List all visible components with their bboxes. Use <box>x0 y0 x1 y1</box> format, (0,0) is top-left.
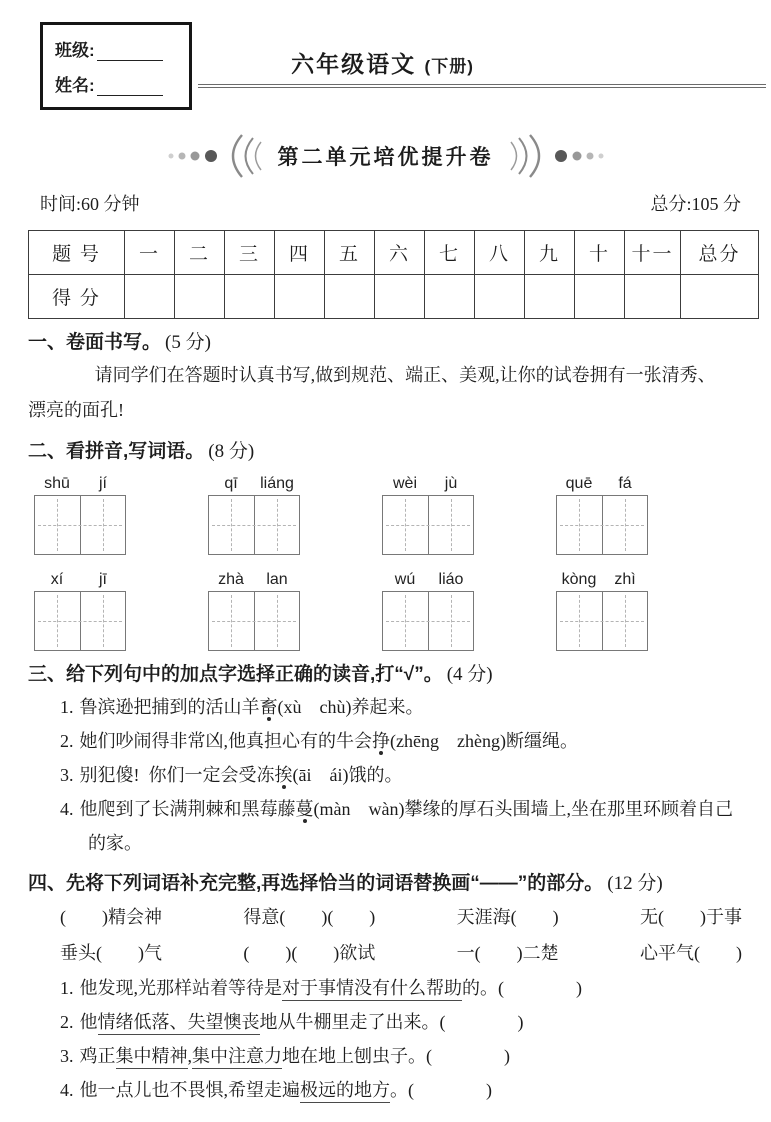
banner-ornament-right-icon <box>508 133 608 179</box>
writing-cell[interactable] <box>35 592 80 650</box>
pinyin-syllable: zhà <box>218 571 244 588</box>
pinyin-syllable: xí <box>50 571 64 588</box>
character-writing-box[interactable] <box>34 495 126 555</box>
score-table-question-col: 总分 <box>681 231 759 275</box>
pinyin-syllable: lan <box>266 571 288 588</box>
question-text: 他发现,光那样站着等待是 <box>79 978 282 998</box>
question-number: 2. <box>60 1012 74 1032</box>
book-volume: (下册) <box>424 57 474 76</box>
pinyin-syllable: zhì <box>614 571 636 588</box>
idiom-blank[interactable]: 无( )于事 <box>639 907 742 927</box>
score-table-question-col: 二 <box>175 231 225 275</box>
section3-title <box>28 660 743 690</box>
pinyin-syllable: liáo <box>438 571 464 588</box>
writing-cell[interactable] <box>209 496 254 554</box>
pinyin-labels <box>34 571 126 589</box>
writing-cell[interactable] <box>254 592 300 650</box>
pinyin-syllable: kòng <box>561 571 597 588</box>
score-entry-cell[interactable] <box>575 275 625 319</box>
name-blank-line[interactable] <box>97 80 163 96</box>
score-entry-cell[interactable] <box>475 275 525 319</box>
section2-title <box>28 437 743 467</box>
score-entry-cell[interactable] <box>425 275 475 319</box>
question-text: 。( ) <box>390 1080 492 1100</box>
pinyin-row <box>34 571 648 651</box>
score-table-question-col: 七 <box>425 231 475 275</box>
pinyin-syllable: shū <box>44 475 70 492</box>
character-writing-box[interactable] <box>208 591 300 651</box>
idiom-blank[interactable]: ( )精会神 <box>60 907 162 927</box>
pinyin-syllable: jí <box>99 475 107 492</box>
section4-score: (12 分) <box>607 873 663 894</box>
pinyin-word-unit <box>556 571 648 651</box>
question-number: 4. <box>60 1080 74 1100</box>
section4-title <box>28 869 743 899</box>
writing-cell[interactable] <box>383 496 428 554</box>
pinyin-syllable: liáng <box>260 475 294 492</box>
idiom-blank[interactable]: 垂头( )气 <box>60 943 162 963</box>
character-writing-box[interactable] <box>556 495 648 555</box>
idiom-blank-row <box>60 899 742 935</box>
class-label: 班级: <box>55 40 95 60</box>
pinyin-syllable: jī <box>99 571 107 588</box>
question-number: 1. <box>60 978 74 998</box>
character-writing-box[interactable] <box>208 495 300 555</box>
underlined-phrase: 集中注意力 <box>192 1046 282 1069</box>
idiom-blank[interactable]: 一( )二楚 <box>456 943 559 963</box>
question-number: 2. <box>60 731 74 751</box>
score-entry-cell[interactable] <box>275 275 325 319</box>
dotted-character: 蔓 <box>295 799 314 819</box>
pinyin-word-unit <box>382 571 474 651</box>
section4-title-text: 四、先将下列词语补充完整,再选择恰当的词语替换画“——”的部分。 <box>28 873 604 894</box>
score-table-question-col: 六 <box>375 231 425 275</box>
question-text: 地在地上刨虫子。( ) <box>282 1046 510 1066</box>
score-row-label: 得 分 <box>29 275 125 319</box>
pinyin-labels <box>382 571 474 589</box>
pinyin-syllable: jù <box>444 475 458 492</box>
score-table-question-col: 一 <box>125 231 175 275</box>
question-text: (màn wàn)攀缘的厚石头围墙上,坐在那里环顾着自己的家。 <box>88 799 733 853</box>
question-item <box>28 1073 745 1107</box>
idiom-blank[interactable]: ( )( )欲试 <box>243 943 376 963</box>
pinyin-syllable: wú <box>394 571 416 588</box>
question-text: 他 <box>79 1012 98 1032</box>
writing-cell[interactable] <box>602 592 648 650</box>
score-table-question-col: 五 <box>325 231 375 275</box>
handwriting-notice <box>28 358 745 428</box>
score-table <box>28 230 759 319</box>
idiom-blank[interactable]: 天涯海( ) <box>456 907 559 927</box>
writing-cell[interactable] <box>254 496 300 554</box>
dotted-character: 挨 <box>274 765 293 785</box>
writing-cell[interactable] <box>557 592 602 650</box>
character-writing-box[interactable] <box>556 591 648 651</box>
pinyin-labels <box>34 475 126 493</box>
score-table-header-label: 题 号 <box>29 231 125 275</box>
idiom-blank-row <box>60 935 742 971</box>
question-number: 4. <box>60 799 74 819</box>
writing-cell[interactable] <box>557 496 602 554</box>
question-text: 他爬到了长满荆棘和黑莓藤 <box>79 799 296 819</box>
score-entry-cell[interactable] <box>325 275 375 319</box>
pinyin-labels <box>208 571 300 589</box>
score-table-question-col: 十一 <box>625 231 681 275</box>
time-limit: 时间:60 分钟 <box>40 194 140 214</box>
character-writing-box[interactable] <box>382 495 474 555</box>
question-item <box>28 971 745 1005</box>
notice-line: 请同学们在答题时认真书写,做到规范、端正、美观,让你的试卷拥有一张清秀、 <box>94 365 716 385</box>
pinyin-row <box>34 475 648 555</box>
score-entry-cell[interactable] <box>625 275 681 319</box>
exam-meta <box>0 190 771 216</box>
pinyin-syllable: wèi <box>392 475 417 492</box>
score-entry-cell[interactable] <box>225 275 275 319</box>
idiom-completion-grid <box>0 899 771 971</box>
pronunciation-question-list <box>0 690 771 860</box>
character-writing-box[interactable] <box>34 591 126 651</box>
pinyin-word-unit <box>556 475 648 555</box>
section1-title <box>28 328 743 358</box>
writing-cell[interactable] <box>80 592 126 650</box>
section3-title-text: 三、给下列句中的加点字选择正确的读音,打“√”。 <box>28 664 443 685</box>
dotted-character: 挣 <box>372 731 390 751</box>
title-divider <box>198 84 766 88</box>
question-text: 她们吵闹得非常凶,他真担心有的牛会 <box>79 731 372 751</box>
score-entry-cell[interactable] <box>681 275 759 319</box>
score-table-question-col: 八 <box>475 231 525 275</box>
score-table-question-col: 九 <box>525 231 575 275</box>
pinyin-labels <box>382 475 474 493</box>
section2-title-text: 二、看拼音,写词语。 <box>28 441 205 462</box>
question-item <box>28 1005 745 1039</box>
pinyin-word-unit <box>208 475 300 555</box>
section1-score: (5 分) <box>165 332 211 353</box>
question-text: 别犯傻! 你们一定会受冻 <box>79 765 275 785</box>
idiom-blank[interactable]: 心平气( ) <box>639 943 742 963</box>
writing-cell[interactable] <box>383 592 428 650</box>
writing-cell[interactable] <box>428 496 474 554</box>
pinyin-syllable: quē <box>565 475 593 492</box>
pinyin-syllable: fá <box>618 475 632 492</box>
score-entry-cell[interactable] <box>125 275 175 319</box>
underlined-phrase: 极远的地方 <box>300 1080 390 1103</box>
total-score: 总分:105 分 <box>650 194 741 214</box>
question-text: 地从牛棚里走了出来。( ) <box>259 1012 524 1032</box>
question-number: 1. <box>60 697 74 717</box>
question-item <box>28 724 745 758</box>
writing-cell[interactable] <box>35 496 80 554</box>
idiom-replacement-list <box>0 971 771 1107</box>
banner-ornament-left-icon <box>164 133 264 179</box>
writing-cell[interactable] <box>428 592 474 650</box>
notice-line: 漂亮的面孔! <box>28 400 124 420</box>
book-title-text: 六年级语文 <box>291 51 417 77</box>
exam-title-banner <box>0 130 771 182</box>
pinyin-labels <box>208 475 300 493</box>
score-entry-cell[interactable] <box>175 275 225 319</box>
pinyin-word-unit <box>382 475 474 555</box>
header <box>0 0 771 118</box>
exam-title: 第二单元培优提升卷 <box>277 146 494 169</box>
writing-cell[interactable] <box>602 496 648 554</box>
book-title <box>110 46 655 79</box>
underlined-phrase: 对于事情没有什么帮助 <box>282 978 462 1001</box>
score-table-question-col: 四 <box>275 231 325 275</box>
question-item <box>28 690 745 724</box>
question-item <box>28 792 745 860</box>
question-number: 3. <box>60 1046 74 1066</box>
score-table-question-col: 十 <box>575 231 625 275</box>
underlined-phrase: 情绪低落、失望懊丧 <box>98 1012 260 1035</box>
dotted-character: 畜 <box>259 697 278 717</box>
pinyin-syllable: qī <box>224 475 238 492</box>
pinyin-word-unit <box>208 571 300 651</box>
pinyin-labels <box>556 475 648 493</box>
question-number: 3. <box>60 765 74 785</box>
question-item <box>28 758 745 792</box>
section3-score: (4 分) <box>446 664 493 685</box>
section2-score: (8 分) <box>208 441 255 462</box>
question-item <box>28 1039 745 1073</box>
character-writing-box[interactable] <box>382 591 474 651</box>
writing-cell[interactable] <box>80 496 126 554</box>
score-entry-cell[interactable] <box>525 275 575 319</box>
question-text: (xù chù)养起来。 <box>277 697 424 717</box>
writing-cell[interactable] <box>209 592 254 650</box>
question-text: 鲁滨逊把捕到的活山羊 <box>79 697 260 717</box>
idiom-blank[interactable]: 得意( )( ) <box>243 907 376 927</box>
pinyin-word-unit <box>34 571 126 651</box>
name-label: 姓名: <box>55 76 95 96</box>
question-text: (āi ái)饿的。 <box>292 765 403 785</box>
section1-title-text: 一、卷面书写。 <box>28 332 162 353</box>
pinyin-word-unit <box>34 475 126 555</box>
underlined-phrase: 集中精神 <box>116 1046 188 1069</box>
pinyin-labels <box>556 571 648 589</box>
question-text: , <box>187 1046 192 1066</box>
pinyin-writing-grid <box>0 475 771 651</box>
question-text: 鸡正 <box>79 1046 116 1066</box>
question-text: 他一点儿也不畏惧,希望走遍 <box>79 1080 300 1100</box>
score-entry-cell[interactable] <box>375 275 425 319</box>
question-text: 的。( ) <box>462 978 582 998</box>
question-text: (zhēng zhèng)断缰绳。 <box>390 731 578 751</box>
score-table-question-col: 三 <box>225 231 275 275</box>
